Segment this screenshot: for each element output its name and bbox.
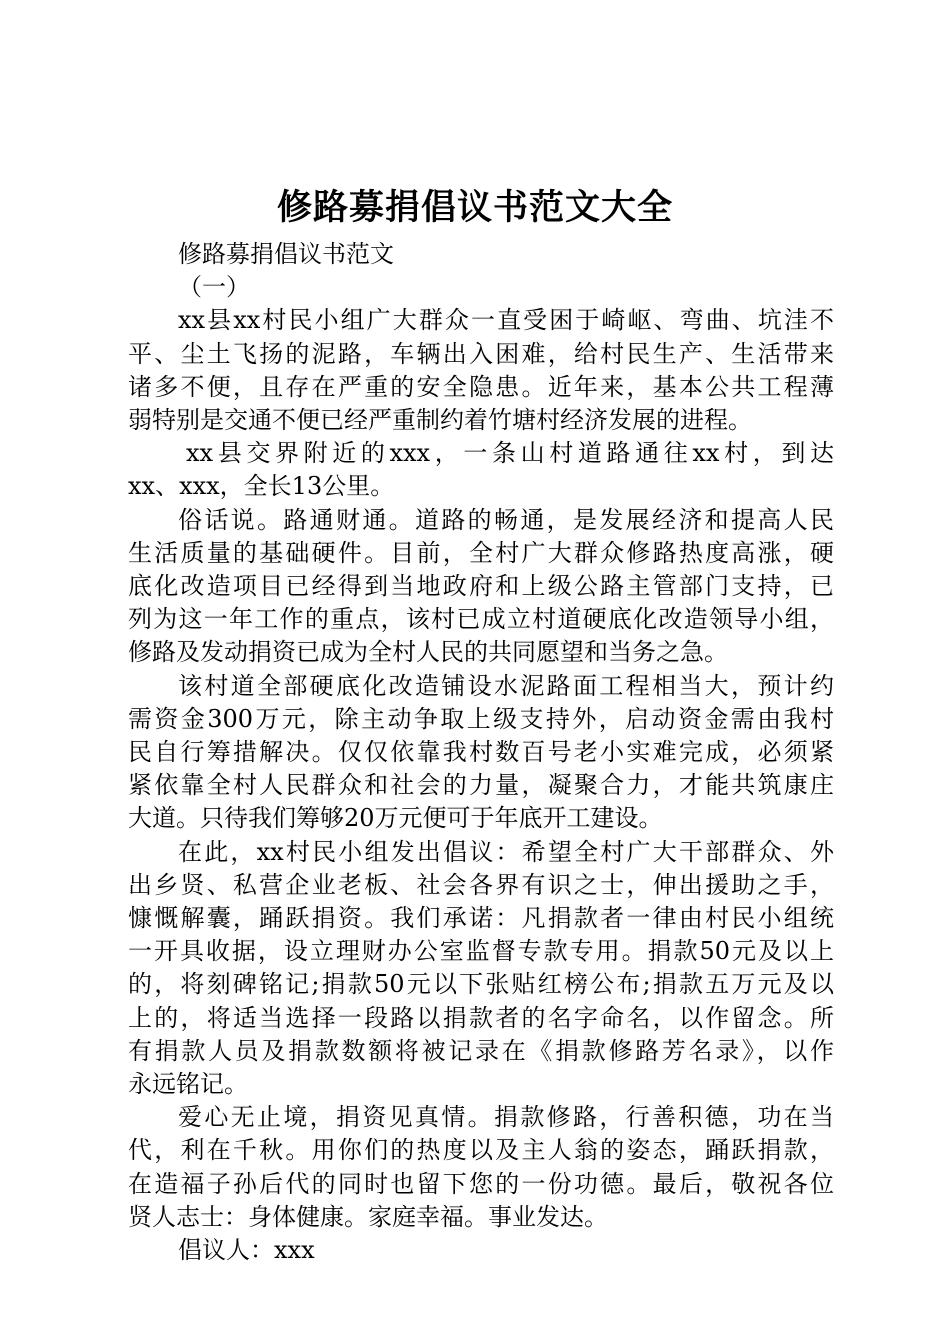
paragraph-line: xx、xxx，全长13公里。 <box>128 472 395 501</box>
paragraph-line: 平、尘土飞扬的泥路，车辆出入困难，给村民生产、生活带来 <box>128 339 834 368</box>
paragraph-line: 代，利在千秋。用你们的热度以及主人翁的姿态，踊跃捐款， <box>128 1136 834 1165</box>
document-title: 修路募捐倡议书范文大全 <box>276 187 673 228</box>
paragraph-line: 生活质量的基础硬件。目前，全村广大群众修路热度高涨，硬 <box>128 538 834 567</box>
paragraph-line: 诸多不便，且存在严重的安全隐患。近年来，基本公共工程薄 <box>128 372 834 401</box>
paragraph <box>128 670 834 836</box>
paragraph-line: 紧依靠全村人民群众和社会的力量，凝聚合力，才能共筑康庄 <box>128 771 834 800</box>
paragraph-line: 有捐款人员及捐款数额将被记录在《捐款修路芳名录》，以作 <box>128 1036 834 1065</box>
section-marker: （一） <box>178 273 250 302</box>
paragraph <box>128 504 834 670</box>
paragraph-line: 上的，将适当选择一段路以捐款者的名字命名，以作留念。所 <box>128 1003 834 1032</box>
paragraph-line: 弱特别是交通不便已经严重制约着竹塘村经济发展的进程。 <box>128 406 752 435</box>
paragraph-line: 出乡贤、私营企业老板、社会各界有识之士，伸出援助之手， <box>128 870 834 899</box>
paragraph-line: 慷慨解囊，踊跃捐资。我们承诺：凡捐款者一律由村民小组统 <box>128 904 834 933</box>
paragraph-line: xx县交界附近的xxx，一条山村道路通往xx村，到达 <box>186 439 834 468</box>
paragraph-line: 在造福子孙后代的同时也留下您的一份功德。最后，敬祝各位 <box>128 1169 834 1198</box>
paragraph-line: 在此，xx村民小组发出倡议：希望全村广大干部群众、外 <box>178 837 834 866</box>
paragraph-line: 的，将刻碑铭记;捐款50元以下张贴红榜公布;捐款五万元及以 <box>128 970 834 999</box>
paragraph <box>128 437 834 503</box>
signature-line: 倡议人：xxx <box>178 1236 315 1265</box>
paragraph-line: 民自行筹措解决。仅仅依靠我村数百号老小实难完成，必须紧 <box>128 738 834 767</box>
paragraph-line: 一开具收据，设立理财办公室监督专款专用。捐款50元及以上 <box>128 937 834 966</box>
paragraph-line: 底化改造项目已经得到当地政府和上级公路主管部门支持，已 <box>128 572 834 601</box>
paragraph-line: 贤人志士：身体健康。家庭幸福。事业发达。 <box>128 1202 608 1231</box>
paragraph-line: 大道。只待我们筹够20万元便可于年底开工建设。 <box>128 804 663 833</box>
paragraph <box>128 1101 834 1234</box>
paragraph-line: 列为这一年工作的重点，该村已成立村道硬底化改造领导小组， <box>128 605 834 634</box>
document-body <box>128 238 834 1267</box>
paragraph-line: 永远铭记。 <box>128 1070 248 1099</box>
subtitle: 修路募捐倡议书范文 <box>178 240 394 268</box>
paragraph-line: 爱心无止境，捐资见真情。捐款修路，行善积德，功在当 <box>178 1103 834 1132</box>
paragraph-line: 需资金300万元，除主动争取上级支持外，启动资金需由我村 <box>128 704 834 733</box>
paragraph-line: 该村道全部硬底化改造铺设水泥路面工程相当大，预计约 <box>178 671 834 700</box>
paragraph-line: xx县xx村民小组广大群众一直受困于崎岖、弯曲、坑洼不 <box>178 306 834 335</box>
paragraph <box>128 836 834 1102</box>
paragraph-line: 修路及发动捐资已成为全村人民的共同愿望和当务之急。 <box>128 638 728 667</box>
paragraph <box>128 1234 834 1267</box>
paragraph-line: 俗话说。路通财通。道路的畅通，是发展经济和提高人民 <box>178 505 834 534</box>
paragraph <box>128 304 834 437</box>
